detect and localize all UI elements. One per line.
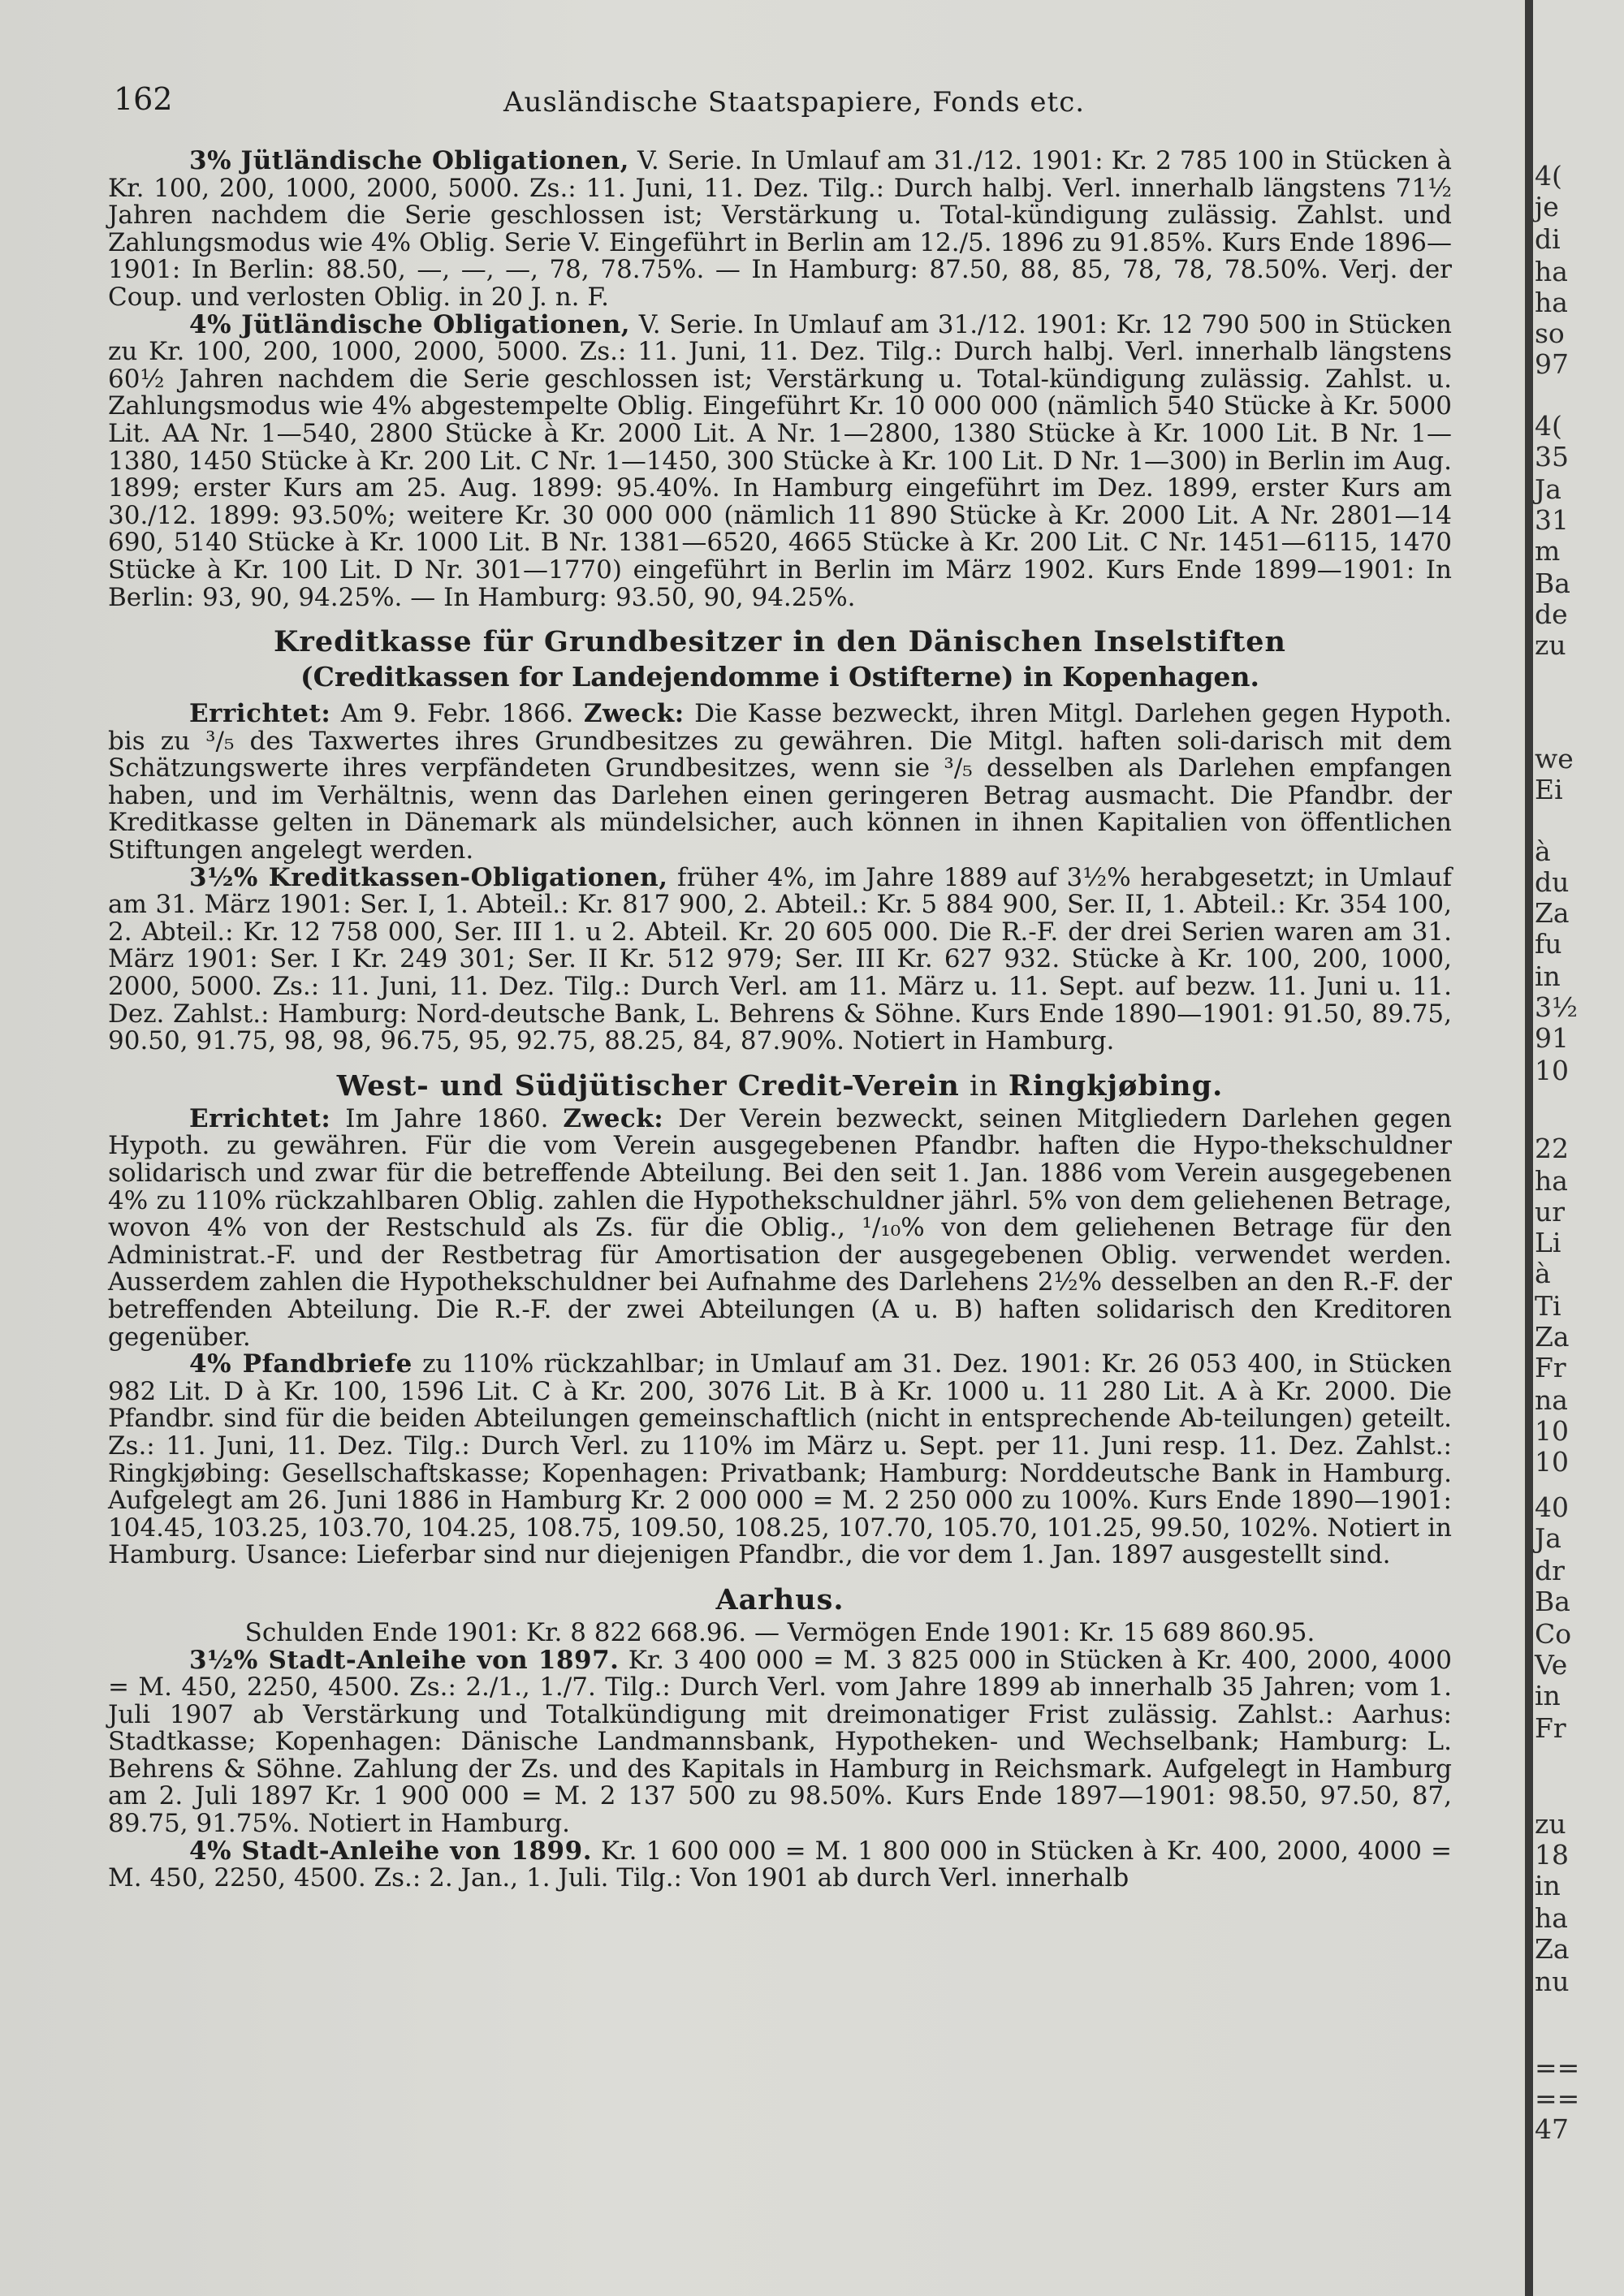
label-zweck: Zweck: xyxy=(583,699,685,729)
facing-page-fragment: Co xyxy=(1535,1618,1572,1650)
adjacent-page-edge xyxy=(1533,0,1624,2296)
entry-lead: 3½% Stadt-Anleihe von 1897. xyxy=(189,1645,620,1675)
entry-lead: 3% Jütländische Obligationen, xyxy=(189,146,629,175)
facing-page-fragment: Li xyxy=(1535,1227,1561,1258)
facing-page-fragment: Fr xyxy=(1535,1352,1566,1383)
facing-page-fragment: Ja xyxy=(1535,1522,1561,1554)
section-title-kreditkasse: Kreditkasse für Grundbesitzer in den Dänischen Inselstiften xyxy=(274,625,1286,659)
facing-page-fragment: 31 xyxy=(1535,504,1569,536)
kreditkasse-description xyxy=(108,701,1452,865)
entry-lead: 3½% Kreditkassen-Obligationen, xyxy=(189,862,668,892)
facing-page-fragment: in xyxy=(1535,1680,1561,1711)
facing-page-fragment: 4( xyxy=(1535,160,1562,192)
facing-page-fragment: Ve xyxy=(1535,1649,1568,1681)
credit-verein-description xyxy=(108,1103,1452,1352)
entry-text: Kr. 1 600 000 = M. 1 800 000 in Stücken à Kr. 400, 2000, 4000 = M. 450, 2250, 4500. Zs.: 2. Jan., 1. Juli. Tilg.: Von 1901 ab durch Verl. innerhalb xyxy=(108,1836,1452,1893)
facing-page-fragment: Ja xyxy=(1535,473,1561,505)
facing-page-fragment: dr xyxy=(1535,1555,1565,1586)
facing-page-fragment: à xyxy=(1535,835,1551,867)
label-errichtet: Errichtet: xyxy=(189,699,331,729)
aarhus-anleihe-1897 xyxy=(108,1647,1452,1838)
facing-page-fragment: ur xyxy=(1535,1196,1566,1228)
section-title-place: Ringkjøbing. xyxy=(1008,1068,1224,1103)
text-errichtet: Am 9. Febr. 1866. xyxy=(330,699,584,729)
facing-page-fragment: Ei xyxy=(1535,774,1563,805)
page-fold-shadow xyxy=(1525,0,1533,2296)
facing-page-fragment: na xyxy=(1535,1384,1568,1416)
section-title-connector: in xyxy=(959,1069,1009,1103)
entry-lead: 4% Jütländische Obligationen, xyxy=(189,309,631,339)
facing-page-fragment: 10 xyxy=(1535,1446,1569,1478)
entry-text: Kr. 3 400 000 = M. 3 825 000 in Stücken à Kr. 400, 2000, 4000 = M. 450, 2250, 4500. Zs.: 2./1., 1./7. Tilg.: Durch Verl. vom Jahre 1899 ab innerhalb 35 Jahren; vom 1. Juli 1907 ab Verstärkung und Totalkündigung mit dreimonatiger Frist zulässig. Zahlst.: Aarhus: Stadtkasse; Kopenhagen: Dänische Landmannsbank, Hypotheken- und Wechselbank; Hamburg: L. Behrens & Söhne. Zahlung der Zs. und des Kapitals in Hamburg in Reichsmark. Aufgelegt in Hamburg am 2. Juli 1897 Kr. 1 900 000 = M. 2 137 500 zu 98.50%. Kurs Ende 1897—1901: 98.50, 97.50, 87, 89.75, 91.75%. Notiert in Hamburg. xyxy=(108,1645,1452,1839)
page-content xyxy=(108,148,1452,1892)
page-number: 162 xyxy=(114,81,173,117)
facing-page-fragment: zu xyxy=(1535,629,1566,661)
facing-page-fragment: 35 xyxy=(1535,441,1569,473)
facing-page-fragment: zu xyxy=(1535,1808,1566,1840)
facing-page-fragment: Ba xyxy=(1535,568,1570,599)
facing-page-fragment: nu xyxy=(1535,1966,1570,1997)
facing-page-fragment: di xyxy=(1535,223,1561,255)
entry-jutland-4pct xyxy=(108,309,1452,612)
facing-page-fragment: in xyxy=(1535,960,1561,992)
facing-page-fragment: ha xyxy=(1535,287,1568,318)
section-title-main: West- und Südjütischer Credit-Verein xyxy=(336,1068,960,1103)
facing-page-fragment: 18 xyxy=(1535,1839,1569,1871)
facing-page-fragment: Ba xyxy=(1535,1586,1570,1617)
page-header xyxy=(114,81,1453,122)
facing-page-fragment: 91 xyxy=(1535,1022,1569,1054)
facing-page-fragment: Za xyxy=(1535,1933,1570,1965)
facing-page-fragment: we xyxy=(1535,743,1574,775)
facing-page-fragment: Ti xyxy=(1535,1290,1561,1322)
text-zweck: Der Verein bezweckt, seinen Mitgliedern Darlehen gegen Hypoth. zu gewähren. Für die vom Verein ausgegebenen Pfandbr. haften die Hypo-thekschuldner solidarisch und zwar für die betreffende Abteilung. Bei den seit 1. Jan. 1886 vom Verein ausgegebenen 4% zu 110% rückzahlbaren Oblig. zahlen die Hypothekschuldner jährl. 5% von dem geliehenen Betrage, wovon 4% von der Restschuld als Zs. für die Oblig., ¹/₁₀% von dem geliehenen Betrage für den Administrat.-F. und der Restbetrag für Amortisation der ausgegebenen Oblig. verwendet werden. Ausserdem zahlen die Hypothekschuldner bei Aufnahme des Darlehens 2½% desselben an den R.-F. der betreffenden Abteilung. Die R.-F. der zwei Abteilungen (A u. B) haften solidarisch den Kreditoren gegenüber. xyxy=(108,1103,1452,1352)
running-head: Ausländische Staatspapiere, Fonds etc. xyxy=(503,86,1086,119)
text-errichtet: Im Jahre 1860. xyxy=(330,1103,564,1133)
label-errichtet: Errichtet: xyxy=(189,1103,331,1133)
facing-page-fragment: je xyxy=(1535,191,1559,222)
facing-page-fragment: fu xyxy=(1535,928,1562,960)
section-subtitle-kreditkasse: (Creditkassen for Landejendomme i Ostifterne) in Kopenhagen. xyxy=(300,661,1260,693)
entry-text: zu 110% rückzahlbar; in Umlauf am 31. Dez. 1901: Kr. 26 053 400, in Stücken 982 Lit. D à Kr. 100, 1596 Lit. C à Kr. 200, 3076 Lit. B à Kr. 1000 u. 11 280 Lit. A à Kr. 2000. Die Pfandbr. sind für die beiden Abteilungen gemeinschaftlich (nicht in entsprechende Ab-teilungen) geteilt. Zs.: 11. Juni, 11. Dez. Tilg.: Durch Verl. zu 110% im März u. Sept. per 11. Juni resp. 11. Dez. Zahlst.: Ringkjøbing: Gesellschaftskasse; Kopenhagen: Privatbank; Hamburg: Norddeutsche Bank in Hamburg. Aufgelegt am 26. Juni 1886 in Hamburg Kr. 2 000 000 = M. 2 250 000 zu 100%. Kurs Ende 1890—1901: 104.45, 103.25, 103.70, 104.25, 108.75, 109.50, 108.25, 107.70, 105.70, 101.25, 99.50, 102%. Notiert in Hamburg. Usance: Lieferbar sind nur diejenigen Pfandbr., die vor dem 1. Jan. 1897 ausgestellt sind. xyxy=(108,1349,1452,1570)
facing-page-fragment: 47 xyxy=(1535,2113,1569,2145)
facing-page-fragment: == xyxy=(1535,2082,1580,2114)
facing-page-fragment: 10 xyxy=(1535,1055,1569,1086)
facing-page-fragment: à xyxy=(1535,1258,1551,1289)
entry-lead: 4% Stadt-Anleihe von 1899. xyxy=(189,1836,592,1866)
entry-text: V. Serie. In Umlauf am 31./12. 1901: Kr. 12 790 500 in Stücken zu Kr. 100, 200, 1000, 2000, 5000. Zs.: 11. Juni, 11. Dez. Tilg.: Durch halbj. Verl. innerhalb längstens 60½ Jahren nachdem die Serie geschlossen ist; Verstärkung u. Total-kündigung zulässig. Zahlst. u. Zahlungsmodus wie 4% abgestempelte Oblig. Eingeführt Kr. 10 000 000 (nämlich 540 Stücke à Kr. 5000 Lit. AA Nr. 1—540, 2800 Stücke à Kr. 2000 Lit. A Nr. 1—2800, 1380 Stücke à Kr. 1000 Lit. B Nr. 1—1380, 1450 Stücke à Kr. 200 Lit. C Nr. 1—1450, 300 Stücke à Kr. 100 Lit. D Nr. 1—300) in Berlin im Aug. 1899; erster Kurs am 25. Aug. 1899: 95.40%. In Hamburg eingeführt im Dez. 1899, erster Kurs am 30./12. 1899: 93.50%; weitere Kr. 30 000 000 (nämlich 11 890 Stücke à Kr. 2000 Lit. A Nr. 2801—14 690, 5140 Stücke à Kr. 1000 Lit. B Nr. 1381—6520, 4665 Stücke à Kr. 200 Lit. C Nr. 1451—6115, 1470 Stücke à Kr. 100 Lit. D Nr. 301—1770) eingeführt in Berlin im März 1902. Kurs Ende 1899—1901: In Berlin: 93, 90, 94.25%. — In Hamburg: 93.50, 90, 94.25%. xyxy=(108,309,1452,612)
text-zweck: Die Kasse bezweckt, ihren Mitgl. Darlehen gegen Hypoth. bis zu ³/₅ des Taxwertes ihres Grundbesitzes zu gewähren. Die Mitgl. haften soli-darisch mit dem Schätzungswerte ihres verpfändeten Grundbesitzes, wenn sie ³/₅ desselben als Darlehen empfangen haben, und im Verhältnis, wenn das Darlehen einen geringeren Betrag ausmacht. Die Pfandbr. der Kreditkasse gelten in Dänemark als mündelsicher, auch können in ihnen Kapitalien von öffentlichen Stiftungen angelegt werden. xyxy=(108,699,1452,865)
entry-text: V. Serie. In Umlauf am 31./12. 1901: Kr. 2 785 100 in Stücken à Kr. 100, 200, 1000, 2000, 5000. Zs.: 11. Juni, 11. Dez. Tilg.: Durch halbj. Verl. innerhalb längstens 71½ Jahren nachdem die Serie geschlossen ist; Verstärkung u. Total-kündigung zulässig. Zahlst. und Zahlungsmodus wie 4% Oblig. Serie V. Eingeführt in Berlin am 12./5. 1896 zu 91.85%. Kurs Ende 1896—1901: In Berlin: 88.50, —, —, —, 78, 78.75%. — In Hamburg: 87.50, 88, 85, 78, 78, 78.50%. Verj. der Coup. und verlosten Oblig. in 20 J. n. F. xyxy=(108,146,1452,312)
section-title-credit-verein xyxy=(108,1070,1452,1103)
label-zweck: Zweck: xyxy=(563,1103,664,1133)
facing-page-fragment: 40 xyxy=(1535,1491,1569,1523)
entry-text: früher 4%, im Jahre 1889 auf 3½% herabgesetzt; in Umlauf am 31. März 1901: Ser. I, 1. Abteil.: Kr. 817 900, 2. Abteil.: Kr. 5 884 900, Ser. II, 1. Abteil.: Kr. 354 100, 2. Abteil.: Kr. 12 758 000, Ser. III 1. u 2. Abteil. Kr. 20 605 000. Die R.-F. der drei Serien waren am 31. März 1901: Ser. I Kr. 249 301; Ser. II Kr. 512 979; Ser. III Kr. 627 932. Stücke à Kr. 100, 200, 1000, 2000, 5000. Zs.: 11. Juni, 11. Dez. Tilg.: Durch Verl. am 11. März u. 11. Sept. auf bezw. 11. Juni u. 11. Dez. Zahlst.: Hamburg: Nord-deutsche Bank, L. Behrens & Söhne. Kurs Ende 1890—1901: 91.50, 89.75, 90.50, 91.75, 98, 98, 96.75, 95, 92.75, 88.25, 84, 87.90%. Notiert in Hamburg. xyxy=(108,862,1452,1056)
facing-page-fragment: so xyxy=(1535,317,1565,349)
aarhus-debts: Schulden Ende 1901: Kr. 8 822 668.96. — Vermögen Ende 1901: Kr. 15 689 860.95. xyxy=(244,1617,1315,1647)
facing-page-fragment: du xyxy=(1535,866,1570,898)
facing-page-fragment: 97 xyxy=(1535,348,1569,380)
facing-page-fragment: in xyxy=(1535,1870,1561,1901)
facing-page-fragment: ha xyxy=(1535,1902,1568,1934)
entry-jutland-3pct xyxy=(108,148,1452,312)
facing-page-fragment: 3½ xyxy=(1535,991,1578,1023)
facing-page-fragment: Za xyxy=(1535,1321,1570,1353)
facing-page-fragment: ha xyxy=(1535,1165,1568,1197)
facing-page-fragment: Fr xyxy=(1535,1712,1566,1744)
facing-page-fragment: 22 xyxy=(1535,1133,1569,1164)
aarhus-anleihe-1899 xyxy=(108,1838,1452,1892)
facing-page-fragment: 4( xyxy=(1535,410,1562,442)
section-title-aarhus: Aarhus. xyxy=(715,1582,844,1616)
facing-page-fragment: de xyxy=(1535,598,1568,630)
facing-page-fragment: == xyxy=(1535,2052,1580,2083)
entry-lead: 4% Pfandbriefe xyxy=(189,1349,412,1379)
facing-page-fragment: m xyxy=(1535,535,1561,567)
facing-page-fragment: 10 xyxy=(1535,1415,1569,1447)
kreditkasse-obligationen xyxy=(108,862,1452,1056)
facing-page-fragment: Za xyxy=(1535,897,1570,929)
credit-verein-pfandbriefe xyxy=(108,1351,1452,1569)
facing-page-fragment: ha xyxy=(1535,256,1568,287)
